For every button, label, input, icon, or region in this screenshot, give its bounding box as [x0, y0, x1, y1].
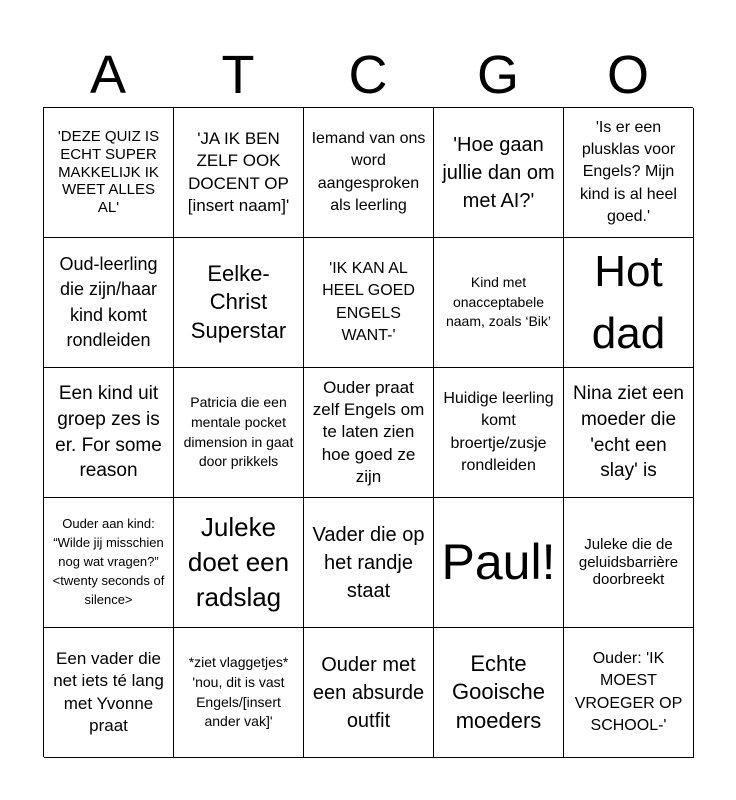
- cell-text: Oud-leerling die zijn/haar kind komt rondleiden: [59, 254, 158, 350]
- bingo-cell[interactable]: [434, 368, 564, 498]
- bingo-cell[interactable]: [44, 498, 174, 628]
- cell-text: Hot dad: [591, 246, 666, 358]
- cell-text: Echte Gooische moeders: [452, 650, 545, 733]
- bingo-cell[interactable]: [564, 498, 694, 628]
- cell-text: 'DEZE QUIZ IS ECHT SUPER MAKKELIJK IK WEET ALLES AL': [57, 128, 160, 217]
- bingo-cell[interactable]: [174, 628, 304, 758]
- cell-text: Iemand van ons word aangesproken als leerling: [311, 129, 426, 214]
- bingo-cell[interactable]: [174, 238, 304, 368]
- cell-text: Een kind uit groep zes is er. For some reason: [55, 383, 162, 482]
- header-letter-o: O: [606, 45, 649, 105]
- bingo-board: [43, 107, 693, 757]
- cell-text: Paul!: [441, 534, 556, 590]
- bingo-header: [43, 44, 693, 106]
- bingo-cell[interactable]: [564, 628, 694, 758]
- bingo-cell[interactable]: [304, 108, 434, 238]
- bingo-cell[interactable]: [434, 628, 564, 758]
- bingo-cell[interactable]: [564, 108, 694, 238]
- cell-text: Huidige leerling komt broertje/zusje rondleiden: [443, 389, 554, 474]
- cell-text: Een vader die net iets té lang met Yvonne praat: [53, 649, 164, 735]
- cell-text: Vader die op het randje staat: [312, 523, 425, 602]
- cell-text: 'Is er een plusklas voor Engels? Mijn kind is al heel goed.': [580, 118, 677, 226]
- bingo-cell[interactable]: [44, 108, 174, 238]
- bingo-cell[interactable]: [564, 238, 694, 368]
- bingo-cell[interactable]: [434, 498, 564, 628]
- cell-text: Nina ziet een moeder die 'echt een slay' is: [573, 383, 684, 482]
- bingo-cell[interactable]: [174, 498, 304, 628]
- bingo-cell[interactable]: [174, 108, 304, 238]
- bingo-cell[interactable]: [44, 238, 174, 368]
- bingo-cell[interactable]: [564, 368, 694, 498]
- header-letter-t: T: [221, 45, 255, 105]
- cell-text: 'Hoe gaan jullie dan om met AI?': [442, 133, 555, 212]
- bingo-cell[interactable]: [44, 368, 174, 498]
- cell-text: Eelke-Christ Superstar: [190, 260, 287, 343]
- cell-text: 'IK KAN AL HEEL GOED ENGELS WANT-': [322, 259, 415, 344]
- cell-text: Juleke die de geluidsbarrière doorbreekt: [578, 535, 679, 589]
- bingo-cell[interactable]: [434, 238, 564, 368]
- bingo-cell[interactable]: [304, 498, 434, 628]
- cell-text: Ouder aan kind: “Wilde jij misschien nog wat vragen?” <twenty seconds of silence>: [52, 516, 165, 607]
- header-letter-c: C: [348, 45, 388, 105]
- bingo-cell[interactable]: [304, 238, 434, 368]
- cell-text: Kind met onacceptabele naam, zoals ‘Bik’: [445, 274, 552, 330]
- header-letter-a: A: [89, 45, 127, 105]
- cell-text: Ouder praat zelf Engels om te laten zien hoe goed ze zijn: [312, 378, 425, 486]
- header-letter-g: G: [476, 45, 519, 105]
- bingo-cell[interactable]: [304, 628, 434, 758]
- bingo-cell[interactable]: [304, 368, 434, 498]
- cell-text: Ouder: 'IK MOEST VROEGER OP SCHOOL-': [574, 649, 683, 734]
- cell-text: Ouder met een absurde outfit: [312, 653, 425, 732]
- cell-text: Juleke doet een radslag: [187, 511, 290, 613]
- cell-text: 'JA IK BEN ZELF OOK DOCENT OP [insert naam]': [187, 129, 290, 215]
- bingo-cell[interactable]: [434, 108, 564, 238]
- bingo-cell[interactable]: [44, 628, 174, 758]
- cell-text: Patricia die een mentale pocket dimension in gaat door prikkels: [183, 394, 294, 470]
- bingo-cell[interactable]: [174, 368, 304, 498]
- cell-text: *ziet vlaggetjes* 'nou, dit is vast Engels/[insert ander vak]': [188, 654, 289, 730]
